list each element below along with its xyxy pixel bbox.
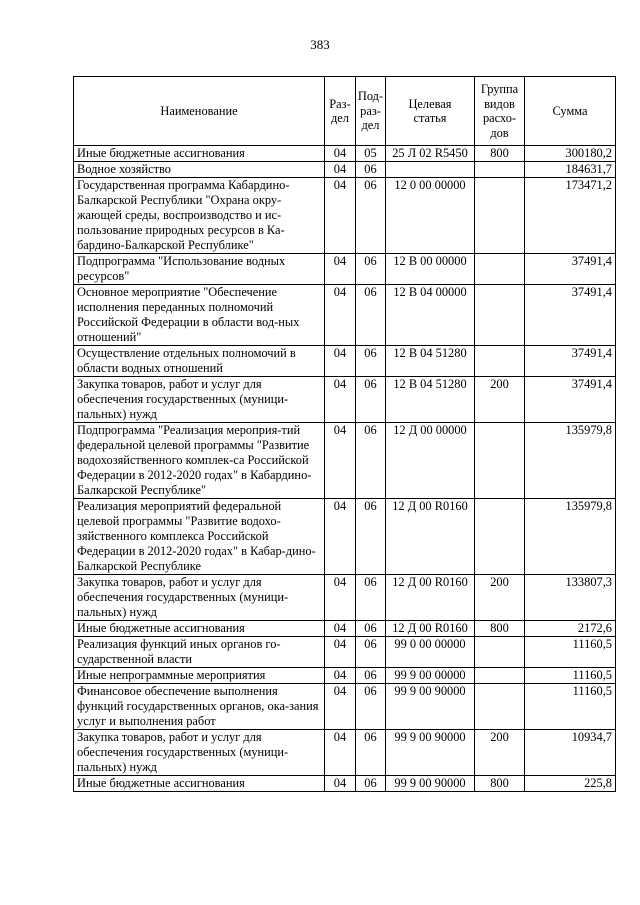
cell-amount: 135979,8 — [525, 499, 616, 575]
cell-amount: 11160,5 — [525, 684, 616, 730]
cell-expense-group — [475, 499, 525, 575]
table-header-row — [74, 77, 616, 146]
cell-target-article: 99 9 00 90000 — [386, 684, 475, 730]
cell-target-article: 99 9 00 90000 — [386, 730, 475, 776]
cell-name: Закупка товаров, работ и услуг для обеспечения государственных (муници-пальных) нужд — [74, 730, 325, 776]
cell-target-article: 99 0 00 00000 — [386, 637, 475, 668]
cell-subsection: 06 — [356, 346, 386, 377]
cell-expense-group — [475, 285, 525, 346]
table-row — [74, 285, 616, 346]
page-number: 383 — [310, 37, 330, 52]
cell-section: 04 — [325, 178, 356, 254]
cell-section: 04 — [325, 668, 356, 684]
cell-subsection: 05 — [356, 146, 386, 162]
table-row — [74, 668, 616, 684]
table-row — [74, 377, 616, 423]
cell-section: 04 — [325, 346, 356, 377]
cell-name: Закупка товаров, работ и услуг для обеспечения государственных (муници-пальных) нужд — [74, 377, 325, 423]
cell-expense-group: 800 — [475, 146, 525, 162]
cell-name: Государственная программа Кабардино-Балкарской Республики "Охрана окру-жающей среды, воспроизводство и ис-пользование природных ресурсов в Ка-бардино-Балкарской Республике" — [74, 178, 325, 254]
cell-target-article: 12 В 00 00000 — [386, 254, 475, 285]
cell-expense-group: 200 — [475, 575, 525, 621]
table-row — [74, 423, 616, 499]
cell-amount: 225,8 — [525, 776, 616, 792]
cell-target-article: 25 Л 02 R5450 — [386, 146, 475, 162]
header-name: Наименование — [74, 77, 325, 146]
cell-amount: 2172,6 — [525, 621, 616, 637]
cell-name: Финансовое обеспечение выполнения функций государственных органов, ока-зания услуг и выполнения работ — [74, 684, 325, 730]
cell-target-article: 12 В 04 00000 — [386, 285, 475, 346]
cell-subsection: 06 — [356, 621, 386, 637]
table-row — [74, 346, 616, 377]
cell-amount: 11160,5 — [525, 637, 616, 668]
cell-name: Подпрограмма "Использование водных ресурсов" — [74, 254, 325, 285]
table-row — [74, 684, 616, 730]
cell-target-article: 12 Д 00 R0160 — [386, 621, 475, 637]
table-row — [74, 621, 616, 637]
cell-name: Основное мероприятие "Обеспечение исполнения переданных полномочий Российской Федерации в области вод-ных отношений" — [74, 285, 325, 346]
cell-subsection: 06 — [356, 377, 386, 423]
cell-name: Подпрограмма "Реализация мероприя-тий федеральной целевой программы "Развитие водохозяйственного комплек-са Российской Федерации в 2012-2020 годах" в Кабардино-Балкарской Республике" — [74, 423, 325, 499]
cell-name: Водное хозяйство — [74, 162, 325, 178]
cell-expense-group — [475, 254, 525, 285]
cell-subsection: 06 — [356, 499, 386, 575]
header-target-article: Целевая статья — [386, 77, 475, 146]
cell-section: 04 — [325, 285, 356, 346]
cell-target-article: 12 Д 00 R0160 — [386, 575, 475, 621]
cell-amount: 10934,7 — [525, 730, 616, 776]
cell-amount: 184631,7 — [525, 162, 616, 178]
cell-expense-group: 200 — [475, 730, 525, 776]
cell-expense-group — [475, 684, 525, 730]
header-expense-group: Группа видов расхо- дов — [475, 77, 525, 146]
cell-amount: 133807,3 — [525, 575, 616, 621]
cell-name: Иные бюджетные ассигнования — [74, 621, 325, 637]
cell-subsection: 06 — [356, 730, 386, 776]
header-section: Раз- дел — [325, 77, 356, 146]
cell-target-article — [386, 162, 475, 178]
cell-expense-group — [475, 637, 525, 668]
cell-expense-group: 800 — [475, 621, 525, 637]
cell-amount: 173471,2 — [525, 178, 616, 254]
table-row — [74, 730, 616, 776]
cell-section: 04 — [325, 499, 356, 575]
cell-section: 04 — [325, 377, 356, 423]
table-row — [74, 162, 616, 178]
table-row — [74, 146, 616, 162]
cell-target-article: 12 Д 00 R0160 — [386, 499, 475, 575]
cell-subsection: 06 — [356, 684, 386, 730]
cell-name: Реализация функций иных органов го-сударственной власти — [74, 637, 325, 668]
cell-expense-group — [475, 423, 525, 499]
cell-section: 04 — [325, 776, 356, 792]
cell-subsection: 06 — [356, 575, 386, 621]
table-row — [74, 178, 616, 254]
cell-amount: 37491,4 — [525, 254, 616, 285]
cell-amount: 37491,4 — [525, 377, 616, 423]
cell-amount: 135979,8 — [525, 423, 616, 499]
cell-target-article: 99 9 00 90000 — [386, 776, 475, 792]
cell-expense-group — [475, 346, 525, 377]
cell-subsection: 06 — [356, 668, 386, 684]
cell-expense-group: 200 — [475, 377, 525, 423]
cell-name: Реализация мероприятий федеральной целевой программы "Развитие водохо-зяйственного комплекса Российской Федерации в 2012-2020 годах" в Кабар-дино-Балкарской Республике — [74, 499, 325, 575]
cell-subsection: 06 — [356, 285, 386, 346]
cell-section: 04 — [325, 146, 356, 162]
cell-target-article: 12 0 00 00000 — [386, 178, 475, 254]
budget-table — [73, 76, 616, 792]
cell-expense-group — [475, 178, 525, 254]
cell-section: 04 — [325, 637, 356, 668]
cell-name: Иные непрограммные мероприятия — [74, 668, 325, 684]
cell-section: 04 — [325, 684, 356, 730]
header-amount: Сумма — [525, 77, 616, 146]
cell-subsection: 06 — [356, 423, 386, 499]
cell-section: 04 — [325, 162, 356, 178]
cell-section: 04 — [325, 423, 356, 499]
cell-amount: 37491,4 — [525, 285, 616, 346]
cell-section: 04 — [325, 621, 356, 637]
table-row — [74, 254, 616, 285]
cell-subsection: 06 — [356, 254, 386, 285]
cell-section: 04 — [325, 575, 356, 621]
table-row — [74, 499, 616, 575]
cell-target-article: 12 В 04 51280 — [386, 377, 475, 423]
cell-target-article: 99 9 00 00000 — [386, 668, 475, 684]
cell-name: Иные бюджетные ассигнования — [74, 776, 325, 792]
cell-expense-group: 800 — [475, 776, 525, 792]
cell-subsection: 06 — [356, 178, 386, 254]
cell-section: 04 — [325, 254, 356, 285]
cell-subsection: 06 — [356, 776, 386, 792]
cell-target-article: 12 Д 00 00000 — [386, 423, 475, 499]
table-row — [74, 776, 616, 792]
cell-section: 04 — [325, 730, 356, 776]
cell-name: Закупка товаров, работ и услуг для обеспечения государственных (муници-пальных) нужд — [74, 575, 325, 621]
cell-subsection: 06 — [356, 162, 386, 178]
cell-subsection: 06 — [356, 637, 386, 668]
table-row — [74, 637, 616, 668]
table-row — [74, 575, 616, 621]
cell-amount: 11160,5 — [525, 668, 616, 684]
cell-name: Иные бюджетные ассигнования — [74, 146, 325, 162]
cell-amount: 37491,4 — [525, 346, 616, 377]
cell-expense-group — [475, 162, 525, 178]
cell-name: Осуществление отдельных полномочий в области водных отношений — [74, 346, 325, 377]
header-subsection: Под- раз- дел — [356, 77, 386, 146]
cell-expense-group — [475, 668, 525, 684]
cell-amount: 300180,2 — [525, 146, 616, 162]
cell-target-article: 12 В 04 51280 — [386, 346, 475, 377]
